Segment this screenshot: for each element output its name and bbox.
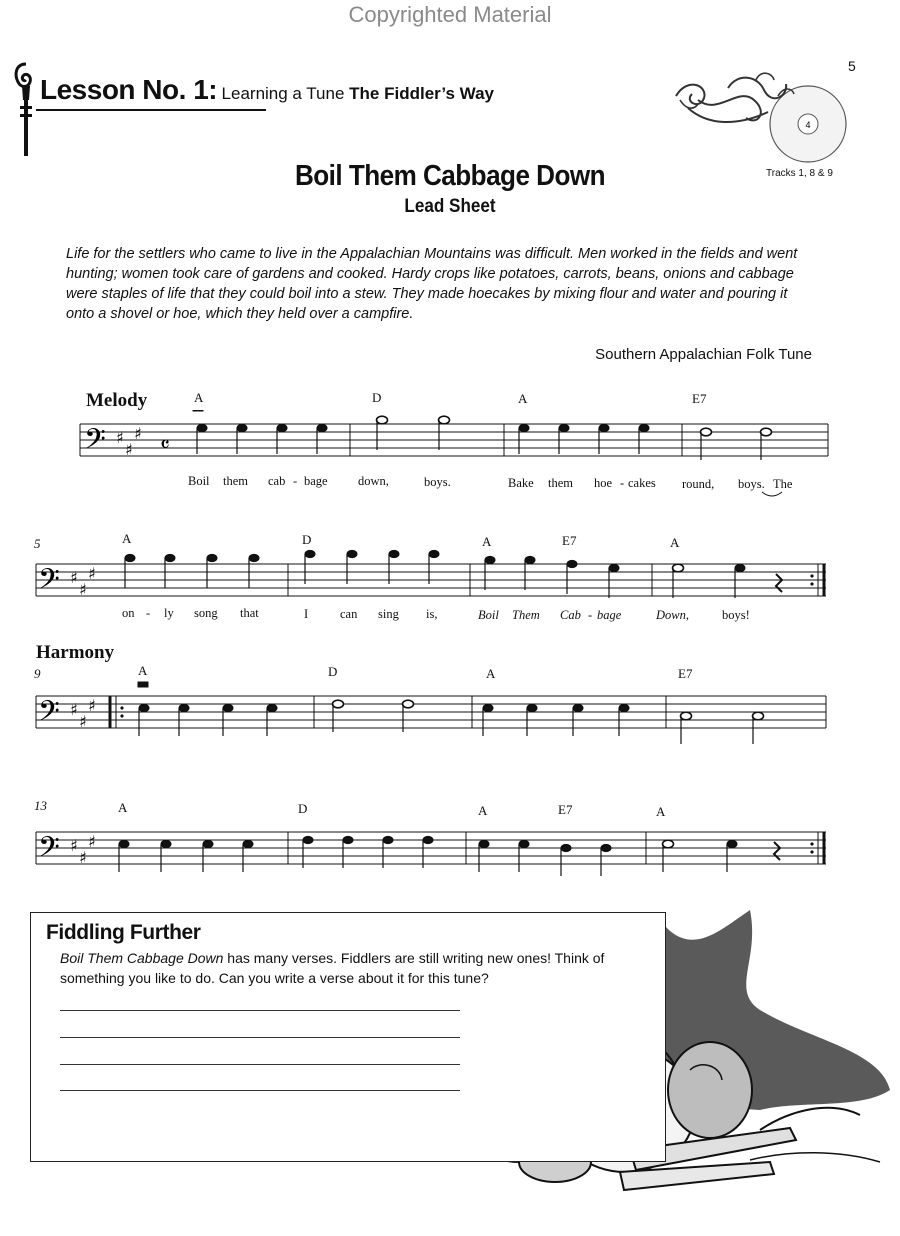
song-title: Boil Them Cabbage Down bbox=[294, 160, 606, 192]
chord-symbol: A bbox=[194, 390, 204, 405]
harmony-label: Harmony bbox=[36, 642, 115, 663]
bass-clef-icon: 𝄢 bbox=[38, 695, 60, 735]
sharp-icon: ♯ bbox=[79, 712, 87, 731]
chord-symbol: A bbox=[482, 534, 492, 549]
chord-symbol: A bbox=[656, 804, 666, 819]
answer-line-3[interactable] bbox=[60, 1064, 460, 1065]
lyric-italic: Down, bbox=[656, 608, 689, 622]
harmony-staff-2 bbox=[32, 816, 832, 886]
lyric: on bbox=[122, 606, 135, 620]
lyric: them bbox=[223, 474, 248, 488]
bass-clef-icon: 𝄢 bbox=[38, 563, 60, 603]
chord-symbol: E7 bbox=[558, 802, 573, 817]
quarter-rest-icon bbox=[774, 842, 780, 860]
chord-symbol: E7 bbox=[678, 666, 693, 681]
intro-paragraph: Life for the settlers who came to live in the Appalachian Mountains was difficult. Men worked in the fields and went hunting; women took care of gardens and cooked. Hardy crops like potatoes, carrots, beans, onions and cabbage were staples of life that they could boil into a stew. They made hoecakes by mixing flour and water and pouring it onto a shovel or hoe, which they held over a campfire. bbox=[66, 246, 798, 322]
lyric: bage bbox=[304, 474, 328, 488]
lyric: that bbox=[240, 606, 259, 620]
lyric: sing bbox=[378, 607, 399, 621]
sharp-icon: ♯ bbox=[70, 568, 78, 587]
bass-clef-icon: 𝄢 bbox=[84, 423, 106, 463]
lesson-subtitle: Learning a Tune bbox=[221, 84, 350, 103]
answer-line-2[interactable] bbox=[60, 1037, 460, 1038]
sharp-icon: ♯ bbox=[79, 848, 87, 867]
chord-symbol: A bbox=[670, 535, 680, 550]
lyric: cakes bbox=[628, 476, 656, 490]
answer-line-1[interactable] bbox=[60, 1010, 460, 1011]
common-time-icon: 𝄴 bbox=[160, 433, 170, 458]
lyric: can bbox=[340, 607, 358, 621]
notes bbox=[125, 550, 782, 598]
sharp-icon: ♯ bbox=[88, 832, 96, 851]
composer-credit: Southern Appalachian Folk Tune bbox=[595, 346, 812, 363]
lyric: round, bbox=[682, 477, 715, 491]
lyric: - bbox=[293, 474, 298, 488]
melody-label: Melody bbox=[86, 390, 148, 411]
chord-symbol: E7 bbox=[692, 391, 707, 406]
lyric-italic: Cab bbox=[560, 608, 581, 622]
harmony-staff-1 bbox=[32, 680, 832, 750]
lyric: - bbox=[146, 606, 151, 620]
chord-symbol: D bbox=[298, 801, 308, 816]
fiddling-further-title: Fiddling Further bbox=[46, 921, 201, 944]
cd-label: 4 bbox=[805, 120, 811, 130]
tracks-label: Tracks 1, 8 & 9 bbox=[766, 168, 833, 179]
notes bbox=[138, 682, 764, 744]
lyric-italic: bage bbox=[597, 608, 622, 622]
lyric-italic: - bbox=[588, 608, 593, 622]
sharp-icon: ♯ bbox=[125, 440, 133, 459]
sharp-icon: ♯ bbox=[79, 580, 87, 599]
lyric: ly bbox=[164, 606, 174, 620]
down-bow-icon bbox=[138, 682, 148, 687]
sharp-icon: ♯ bbox=[116, 428, 124, 447]
lyric: song bbox=[194, 606, 218, 620]
page-number: 5 bbox=[848, 58, 856, 74]
chord-symbol: A bbox=[478, 803, 488, 818]
fiddling-further-text bbox=[60, 948, 650, 988]
melody-staff-1 bbox=[76, 410, 832, 480]
song-title-italic: Boil Them Cabbage Down bbox=[60, 950, 224, 966]
lyric-italic: Them bbox=[512, 608, 540, 622]
lyric: I bbox=[304, 607, 309, 621]
chord-symbol: A bbox=[486, 666, 496, 681]
lyric: is, bbox=[426, 607, 438, 621]
chord-symbol: A bbox=[518, 391, 528, 406]
sharp-icon: ♯ bbox=[134, 424, 142, 443]
lyric: boys. bbox=[738, 477, 765, 491]
quarter-rest-icon bbox=[776, 574, 782, 592]
lesson-number: Lesson No. 1: bbox=[40, 74, 218, 105]
sharp-icon: ♯ bbox=[88, 564, 96, 583]
bass-clef-icon: 𝄢 bbox=[38, 831, 60, 871]
lyric: The bbox=[773, 477, 793, 491]
lyric: boys. bbox=[424, 475, 451, 489]
chord-symbol: D bbox=[328, 664, 338, 679]
sharp-icon: ♯ bbox=[88, 696, 96, 715]
answer-line-4[interactable] bbox=[60, 1090, 460, 1091]
lyric: down, bbox=[358, 474, 389, 488]
sharp-icon: ♯ bbox=[70, 700, 78, 719]
lyric-italic: Boil bbox=[478, 608, 499, 622]
notes bbox=[193, 410, 772, 460]
chord-symbol: E7 bbox=[562, 533, 577, 548]
lesson-subtitle-bold: The Fiddler’s Way bbox=[349, 84, 494, 103]
lesson-underline bbox=[36, 109, 266, 111]
measure-number: 9 bbox=[34, 666, 41, 681]
lyric: hoe bbox=[594, 476, 613, 490]
lyric: - bbox=[620, 476, 625, 490]
cd-ornament-icon bbox=[668, 66, 848, 166]
down-bow-icon bbox=[193, 410, 203, 411]
chord-symbol: A bbox=[122, 531, 132, 546]
song-subtitle: Lead Sheet bbox=[404, 196, 496, 217]
measure-number: 5 bbox=[34, 536, 41, 551]
chord-symbol: D bbox=[372, 390, 382, 405]
lyric: Boil bbox=[188, 474, 210, 488]
copyright-watermark: Copyrighted Material bbox=[348, 2, 552, 27]
lyric: boys! bbox=[722, 608, 750, 622]
chord-symbol: A bbox=[118, 800, 128, 815]
chord-symbol: D bbox=[302, 532, 312, 547]
measure-number: 13 bbox=[34, 798, 47, 813]
elision-slur bbox=[760, 490, 784, 500]
lesson-heading bbox=[40, 74, 494, 106]
fiddling-further-body: has many verses. Fiddlers are still writing new ones! Think of something you like to do. Can you write a verse about it for this tune? bbox=[60, 950, 605, 986]
lyric: Bake bbox=[508, 476, 534, 490]
lyric: cab bbox=[268, 474, 286, 488]
chord-symbol: A bbox=[138, 663, 148, 678]
sharp-icon: ♯ bbox=[70, 836, 78, 855]
lyric: them bbox=[548, 476, 573, 490]
